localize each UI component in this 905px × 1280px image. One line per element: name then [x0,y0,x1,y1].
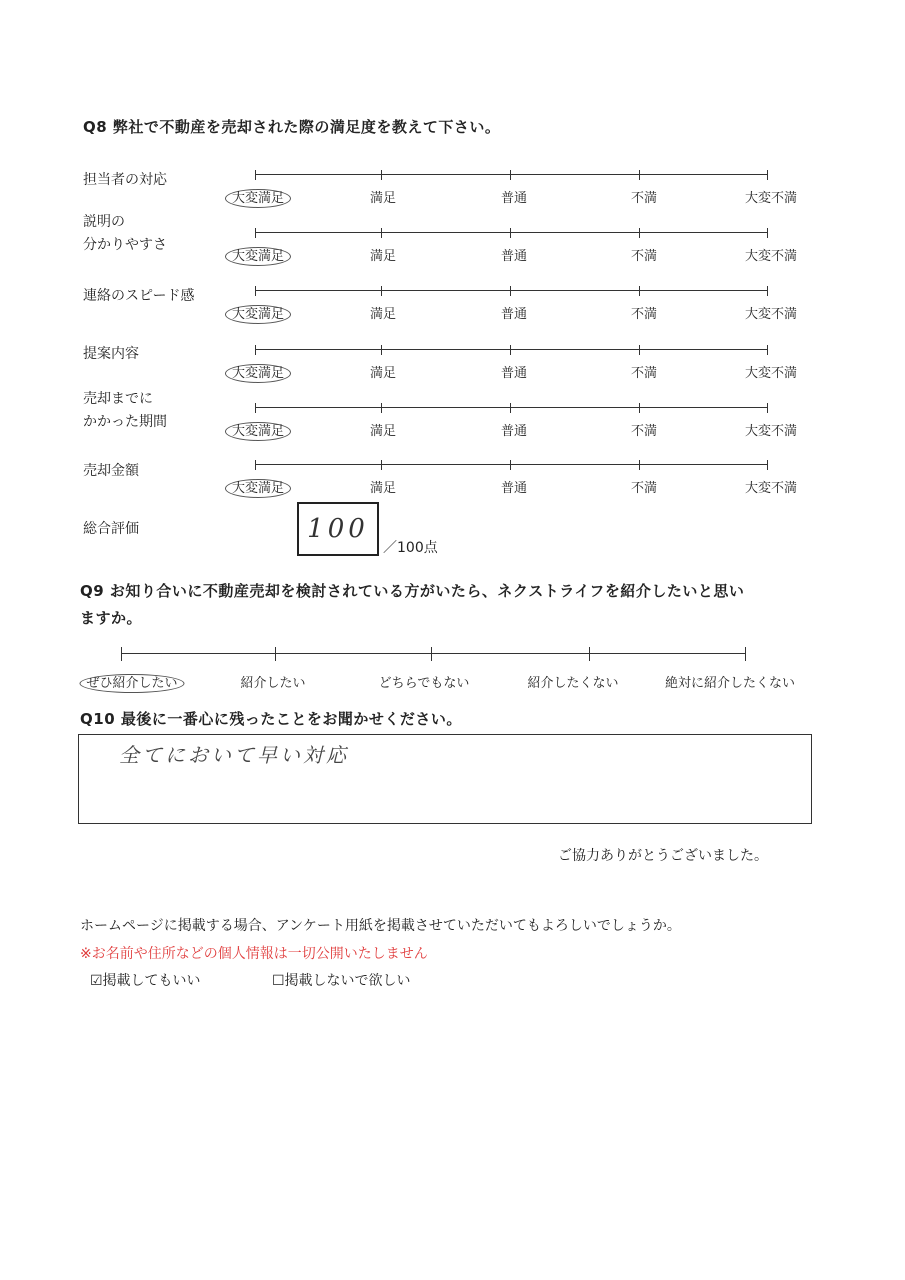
q9-scale [121,647,745,661]
q9-option-label: 紹介したくない [527,676,619,691]
rating-option[interactable] [232,245,284,264]
q8-row-label-line: 担当者の対応 [83,172,167,188]
rating-option[interactable] [232,420,284,439]
rating-option[interactable] [501,362,527,381]
rating-option-label: 不満 [630,424,658,439]
scale-tick[interactable] [381,170,382,180]
scale-tick[interactable] [381,228,382,238]
rating-option[interactable] [370,303,396,322]
q9-option-label: 紹介したい [240,676,306,691]
rating-option-label: 大変不満 [744,481,798,496]
scale-tick[interactable] [639,403,640,413]
q9-option-label: 絶対に紹介したくない [664,676,796,691]
scale-tick[interactable] [639,228,640,238]
rating-option[interactable] [232,303,284,322]
rating-option-label: 満足 [369,249,397,264]
q8-row-label-line: かかった期間 [83,414,167,430]
q8-rating-options [0,303,905,323]
thanks-text: ご協力ありがとうございました。 [558,848,768,864]
q8-rating-options [0,477,905,497]
rating-option[interactable] [501,420,527,439]
rating-option-label: 不満 [630,366,658,381]
q8-rating-scale [255,228,767,238]
rating-option-label: 不満 [630,249,658,264]
q8-row-label-line: 説明の [83,214,125,230]
scale-tick[interactable] [510,345,511,355]
rating-option-label: 大変満足 [225,189,291,208]
overall-label: 総合評価 [83,521,139,537]
q10-answer-box[interactable] [78,734,812,824]
q8-title: Q8 弊社で不動産を売却された際の満足度を教えて下さい。 [83,118,501,136]
scale-tick[interactable] [381,345,382,355]
rating-option-label: 満足 [369,424,397,439]
q9-option[interactable] [665,672,795,691]
scale-tick[interactable] [255,286,256,296]
consent-option-yes[interactable]: ☑掲載してもいい [90,973,201,989]
scale-tick[interactable] [381,286,382,296]
rating-option-label: 普通 [500,366,528,381]
scale-tick[interactable] [767,228,768,238]
rating-option[interactable] [501,303,527,322]
scale-tick[interactable] [510,228,511,238]
q9-options [0,672,905,692]
q8-row-label-line: 売却までに [83,391,153,407]
q8-rating-scale [255,286,767,296]
rating-option-label: 大変満足 [225,479,291,498]
q8-rating-options [0,362,905,382]
rating-option-label: 満足 [369,481,397,496]
rating-option-label: 不満 [630,191,658,206]
overall-score-box[interactable] [297,502,379,556]
rating-option[interactable] [631,187,657,206]
rating-option[interactable] [745,362,797,381]
q9-option-label: どちらでもない [378,676,470,691]
q8-row-label-line: 連絡のスピード感 [83,288,195,304]
rating-option[interactable] [232,187,284,206]
scale-tick[interactable] [767,460,768,470]
rating-option-label: 不満 [630,307,658,322]
q9-title-line1: Q9 お知り合いに不動産売却を検討されている方がいたら、ネクストライフを紹介したいと思い [80,582,745,600]
rating-option-label: 不満 [630,481,658,496]
scale-tick[interactable] [510,286,511,296]
rating-option[interactable] [370,187,396,206]
q9-option-label: ぜひ紹介したい [79,674,184,693]
q8-rating-scale [255,460,767,470]
rating-option-label: 大変満足 [225,305,291,324]
scale-tick[interactable] [639,460,640,470]
rating-option[interactable] [232,477,284,496]
rating-option-label: 大変不満 [744,424,798,439]
scale-tick[interactable] [639,286,640,296]
rating-option[interactable] [370,245,396,264]
scale-tick[interactable] [255,403,256,413]
scale-tick[interactable] [639,170,640,180]
rating-option[interactable] [631,245,657,264]
consent-option-no[interactable]: ☐掲載しないで欲しい [272,973,411,989]
scale-tick[interactable] [381,403,382,413]
rating-option-label: 大変満足 [225,247,291,266]
overall-score-value: 100 [307,514,369,544]
rating-option-label: 大変不満 [744,191,798,206]
q8-rating-scale [255,170,767,180]
scale-tick[interactable] [510,460,511,470]
rating-option[interactable] [370,362,396,381]
rating-option[interactable] [631,303,657,322]
rating-option-label: 普通 [500,307,528,322]
q9-option[interactable] [379,672,470,691]
q9-option[interactable] [527,672,618,691]
scale-tick[interactable] [510,403,511,413]
rating-option-label: 満足 [369,307,397,322]
rating-option[interactable] [232,362,284,381]
rating-option-label: 満足 [369,191,397,206]
scale-tick[interactable] [639,345,640,355]
q9-option[interactable] [86,672,177,691]
rating-option-label: 普通 [500,424,528,439]
rating-option-label: 大変満足 [225,364,291,383]
q8-row-label-line: 分かりやすさ [83,237,167,253]
scale-tick[interactable] [767,403,768,413]
rating-option[interactable] [745,245,797,264]
rating-option-label: 大変不満 [744,249,798,264]
rating-option[interactable] [631,477,657,496]
overall-score-suffix: ／100点 [383,540,438,556]
rating-option[interactable] [745,477,797,496]
rating-option[interactable] [501,187,527,206]
rating-option[interactable] [370,420,396,439]
rating-option-label: 普通 [500,249,528,264]
rating-option-label: 大変不満 [744,366,798,381]
q8-row-label-line: 提案内容 [83,346,139,362]
rating-option[interactable] [631,420,657,439]
scale-tick[interactable] [510,170,511,180]
rating-option[interactable] [501,477,527,496]
privacy-note: ※お名前や住所などの個人情報は一切公開いたしません [80,946,428,962]
rating-option[interactable] [370,477,396,496]
rating-option-label: 大変満足 [225,422,291,441]
q9-option[interactable] [240,672,305,691]
scale-tick[interactable] [767,345,768,355]
scale-tick[interactable] [767,286,768,296]
scale-tick[interactable] [767,170,768,180]
rating-option-label: 普通 [500,481,528,496]
rating-option-label: 普通 [500,191,528,206]
rating-option[interactable] [745,420,797,439]
rating-option[interactable] [501,245,527,264]
rating-option-label: 大変不満 [744,307,798,322]
rating-option[interactable] [745,187,797,206]
q8-rating-options [0,420,905,440]
q10-title: Q10 最後に一番心に残ったことをお聞かせください。 [80,710,462,728]
consent-question: ホームページに掲載する場合、アンケート用紙を掲載させていただいてもよろしいでしょうか。 [80,918,681,934]
rating-option[interactable] [631,362,657,381]
q10-answer-text: 全てにおいて早い対応 [119,743,349,767]
scale-tick[interactable] [255,228,256,238]
rating-option-label: 満足 [369,366,397,381]
q8-rating-options [0,245,905,265]
rating-option[interactable] [745,303,797,322]
scale-tick[interactable] [255,460,256,470]
q8-rating-scale [255,403,767,413]
scale-tick[interactable] [255,345,256,355]
q9-title-line2: ますか。 [80,609,143,627]
scale-tick[interactable] [381,460,382,470]
q8-rating-scale [255,345,767,355]
q8-row-label-line: 売却金額 [83,463,139,479]
scale-tick[interactable] [255,170,256,180]
q8-rating-options [0,187,905,207]
